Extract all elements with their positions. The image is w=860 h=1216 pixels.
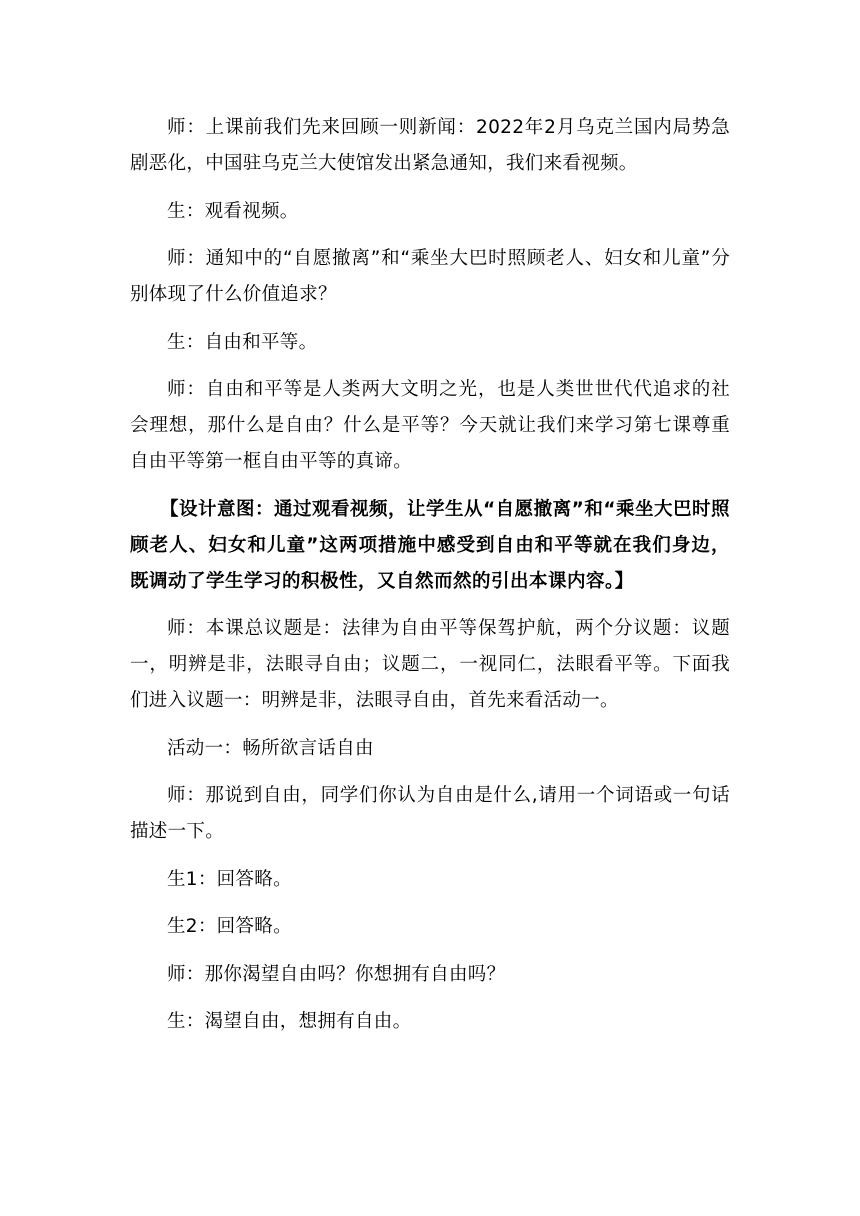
paragraph-news-intro: 师：上课前我们先来回顾一则新闻：2022年2月乌克兰国内局势急剧恶化，中国驻乌克兰大使馆发出紧急通知，我们来看视频。 — [130, 117, 730, 174]
paragraph-watch-video: 生：观看视频。 — [167, 200, 299, 222]
paragraph-topics: 师：本课总议题是：法律为自由平等保驾护航，两个分议题：议题一，明辨是非，法眼寻自由；议题二，一视同仁，法眼看平等。下面我们进入议题一：明辨是非，法眼寻自由，首先来看活动一。 — [130, 618, 730, 711]
document-body — [130, 110, 730, 1052]
paragraph-student-1: 生1：回答略。 — [167, 868, 292, 890]
paragraph-activity-one: 活动一：畅所欲言话自由 — [167, 737, 374, 759]
paragraph-question-define-freedom: 师：那说到自由，同学们你认为自由是什么,请用一个词语或一句话描述一下。 — [130, 785, 730, 842]
paragraph-lesson-intro: 师：自由和平等是人类两大文明之光，也是人类世世代代追求的社会理想，那什么是自由？什么是平等？今天就让我们来学习第七课尊重自由平等第一框自由平等的真谛。 — [130, 379, 730, 472]
paragraph-student-2: 生2：回答略。 — [167, 916, 292, 937]
paragraph-answer-freedom-equality: 生：自由和平等。 — [167, 331, 318, 353]
paragraph-design-intent: 【设计意图：通过观看视频，让学生从“自愿撤离”和“乘坐大巴时照顾老人、妇女和儿童”这两项措施中感受到自由和平等就在我们身边，既调动了学生学习的积极性，又自然而然的引出本课内容。】 — [130, 498, 730, 592]
paragraph-question-desire: 师：那你渴望自由吗？你想拥有自由吗？ — [167, 963, 506, 985]
paragraph-answer-desire: 生：渴望自由，想拥有自由。 — [167, 1011, 412, 1032]
paragraph-question-values: 师：通知中的“自愿撤离”和“乘坐大巴时照顾老人、妇女和儿童”分别体现了什么价值追求？ — [130, 248, 730, 305]
